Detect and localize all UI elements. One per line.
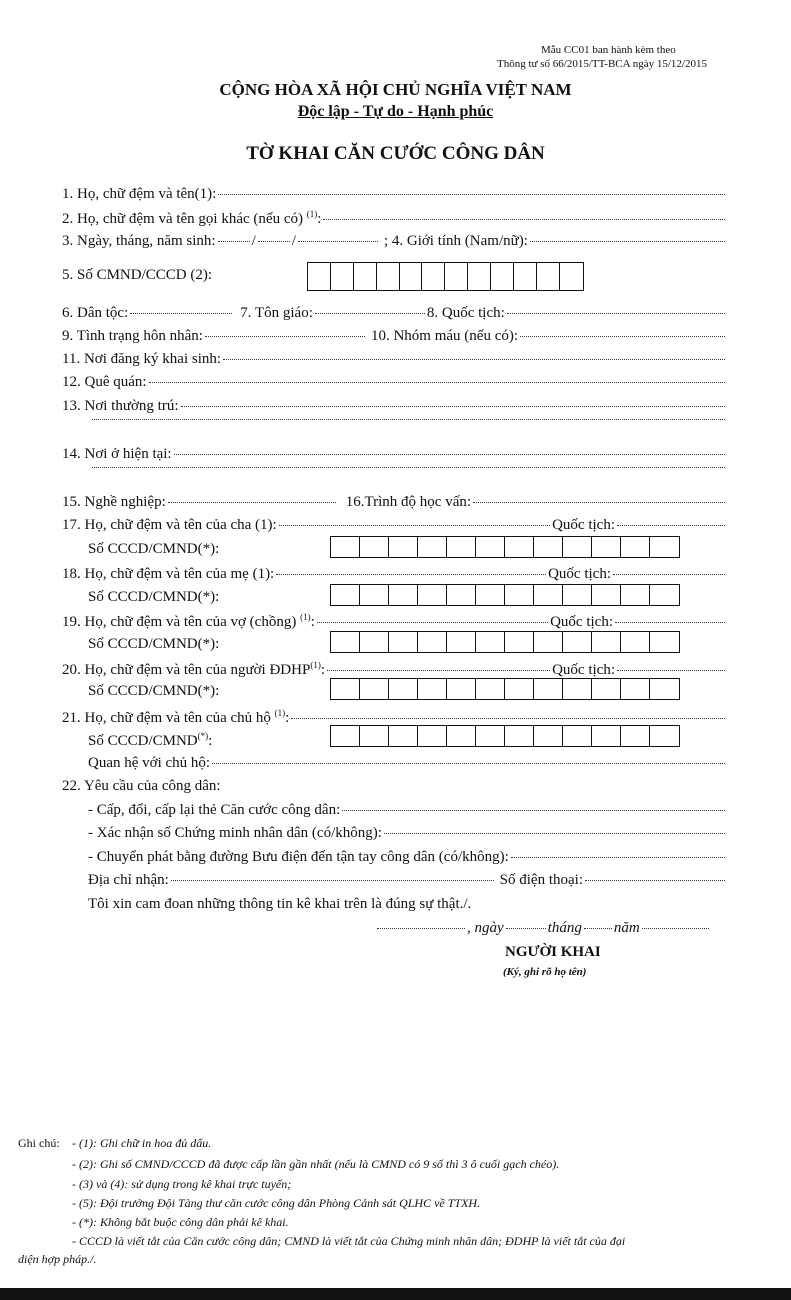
note-1: - (1): Ghi chữ in hoa đủ dấu. <box>72 1136 212 1150</box>
signature-date[interactable] <box>375 920 711 937</box>
signature-date-thang: tháng <box>547 920 582 936</box>
field-household-head-label: 21. Họ, chữ đệm và tên của chủ hộ $^{(1)}$: <box>62 708 290 726</box>
field-gender-label: ; 4. Giới tính (Nam/nữ): <box>383 233 528 249</box>
note-3: - (3) và (4): sử dụng trong kê khai trực tuyến; <box>72 1177 292 1191</box>
field-education-line[interactable] <box>473 502 725 503</box>
field-blood-label: 10. Nhóm máu (nếu có): <box>370 328 519 344</box>
field-mother[interactable] <box>62 566 727 583</box>
field-hometown[interactable] <box>62 374 727 391</box>
field-hometown-label: 12. Quê quán: <box>62 374 147 390</box>
field-request-issue-card-line[interactable] <box>342 810 725 811</box>
note-4: - (5): Đội trưởng Đội Tàng thư căn cước công dân Phòng Cảnh sát QLHC về TTXH. <box>72 1196 481 1210</box>
field-relation-line[interactable] <box>212 763 725 764</box>
continuation-line[interactable] <box>92 419 725 420</box>
circular-reference: Thông tư số 66/2015/TT-BCA ngày 15/12/2015 <box>497 58 707 70</box>
field-ethnicity-line[interactable] <box>130 313 232 314</box>
field-legal-representative-nationality-label: Quốc tịch: <box>552 662 615 678</box>
note-2: - (2): Ghi số CMND/CCCD đã được cấp lần gần nhất (nếu là CMND có 9 số thì 3 ô cuối gạch chéo). <box>72 1157 560 1171</box>
signer-note: (Ký, ghi rõ họ tên) <box>503 966 587 978</box>
field-full-name-line[interactable] <box>218 194 725 195</box>
field-request-confirm-id[interactable] <box>88 825 727 842</box>
spouse-id-boxes[interactable] <box>330 631 680 653</box>
field-mother-id-label: Số CCCD/CMND(*): <box>88 589 220 605</box>
signature-day-line[interactable] <box>506 928 546 929</box>
form-code: Mẫu CC01 ban hành kèm theo <box>541 44 676 56</box>
field-legal-representative-label: 20. Họ, chữ đệm và tên của người ĐDHP$^{(1)}$: <box>62 660 325 678</box>
legal-representative-id-boxes[interactable] <box>330 678 680 700</box>
field-birth-date-label: 3. Ngày, tháng, năm sinh: <box>62 233 216 249</box>
field-full-name[interactable] <box>62 186 727 203</box>
field-other-name-line[interactable] <box>323 219 725 220</box>
field-hometown-line[interactable] <box>149 382 725 383</box>
field-relation-to-head[interactable] <box>88 755 727 772</box>
household-head-id-boxes[interactable] <box>330 725 680 747</box>
field-other-name-label: 2. Họ, chữ đệm và tên gọi khác (nếu có) $^{(1)}$: <box>62 209 322 227</box>
field-phone-label: Số điện thoại: <box>499 872 583 888</box>
nation-heading: CỘNG HÒA XÃ HỘI CHỦ NGHĨA VIỆT NAM <box>219 80 572 99</box>
field-phone-line[interactable] <box>585 880 725 881</box>
field-marital-line[interactable] <box>205 336 365 337</box>
field-request-postal-delivery[interactable] <box>88 849 727 866</box>
field-birth-gender[interactable] <box>62 233 727 250</box>
birth-year-line[interactable] <box>298 241 378 242</box>
field-current-residence-line[interactable] <box>174 454 725 455</box>
field-blood-line[interactable] <box>520 336 725 337</box>
field-marital-label: 9. Tình trạng hôn nhân: <box>62 328 203 344</box>
field-spouse-name-line[interactable] <box>317 622 548 623</box>
field-legal-representative-id-label: Số CCCD/CMND(*): <box>88 683 220 699</box>
field-father-nationality-label: Quốc tịch: <box>552 517 615 533</box>
field-relation-label: Quan hệ với chủ hộ: <box>88 755 211 771</box>
field-request-confirm-id-line[interactable] <box>384 833 725 834</box>
field-father[interactable] <box>62 517 727 534</box>
field-spouse-nationality-label: Quốc tịch: <box>550 614 613 630</box>
field-delivery-address-phone[interactable] <box>88 872 727 889</box>
continuation-line[interactable] <box>92 467 725 468</box>
field-id-number-label: 5. Số CMND/CCCD (2): <box>62 267 213 283</box>
field-permanent-residence-line[interactable] <box>181 406 726 407</box>
field-request-postal-delivery-label: - Chuyển phát bằng đường Bưu điện đến tận tay công dân (có/không): <box>88 849 509 865</box>
field-current-residence-line2[interactable] <box>90 470 727 471</box>
field-request-confirm-id-label: - Xác nhận số Chứng minh nhân dân (có/không): <box>88 825 382 841</box>
field-full-name-label: 1. Họ, chữ đệm và tên(1): <box>62 186 217 202</box>
field-spouse-nationality-line[interactable] <box>615 622 725 623</box>
field-current-residence-label: 14. Nơi ở hiện tại: <box>62 446 172 462</box>
signer-title: NGƯỜI KHAI <box>505 944 601 960</box>
date-separator: / <box>291 233 296 249</box>
field-education-label: 16.Trình độ học vấn: <box>345 494 472 510</box>
field-father-nationality-line[interactable] <box>617 525 725 526</box>
scan-bottom-edge <box>0 1288 791 1300</box>
birth-month-line[interactable] <box>258 241 290 242</box>
field-nationality-label: 8. Quốc tịch: <box>426 305 505 321</box>
field-gender-line[interactable] <box>530 241 725 242</box>
field-household-head-id-label: Số CCCD/CMND(*): <box>88 731 213 749</box>
field-nationality-line[interactable] <box>507 313 725 314</box>
field-religion-line[interactable] <box>315 313 425 314</box>
signature-date-ngay: , ngày <box>467 920 504 936</box>
field-request-issue-card-label: - Cấp, đổi, cấp lại thẻ Căn cước công dân: <box>88 802 341 818</box>
field-mother-label: 18. Họ, chữ đệm và tên của mẹ (1): <box>62 566 275 582</box>
field-father-name-line[interactable] <box>279 525 550 526</box>
pledge-text: Tôi xin cam đoan những thông tin kê khai trên là đúng sự thật./. <box>88 896 472 912</box>
field-request-postal-delivery-line[interactable] <box>511 857 725 858</box>
form-title: TỜ KHAI CĂN CƯỚC CÔNG DÂN <box>246 143 545 164</box>
field-legal-representative-name-line[interactable] <box>327 670 550 671</box>
field-permanent-residence-line2[interactable] <box>90 422 727 423</box>
date-separator: / <box>251 233 256 249</box>
field-mother-name-line[interactable] <box>276 574 546 575</box>
field-request-issue-card[interactable] <box>88 802 727 819</box>
field-marital-blood[interactable] <box>62 328 727 345</box>
notes-label: Ghi chú: <box>18 1136 60 1150</box>
field-address-label: Địa chỉ nhận: <box>88 872 169 888</box>
signature-month-line[interactable] <box>584 928 612 929</box>
field-birth-registration-label: 11. Nơi đăng ký khai sinh: <box>62 351 222 367</box>
field-spouse[interactable] <box>62 612 727 631</box>
note-6-continued: diện hợp pháp./. <box>18 1252 97 1266</box>
signature-date-nam: năm <box>613 920 640 936</box>
field-religion-label: 7. Tôn giáo: <box>240 305 313 321</box>
field-occupation-line[interactable] <box>168 502 336 503</box>
note-5: - (*): Không bắt buộc công dân phải kê khai. <box>72 1215 289 1229</box>
field-permanent-residence-label: 13. Nơi thường trú: <box>62 398 179 414</box>
field-legal-representative-nationality-line[interactable] <box>617 670 725 671</box>
field-household-head-name-line[interactable] <box>291 718 725 719</box>
signature-year-line[interactable] <box>642 928 709 929</box>
field-ethnicity-label: 6. Dân tộc: <box>62 305 129 321</box>
field-birth-registration[interactable] <box>62 351 727 368</box>
field-legal-representative[interactable] <box>62 660 727 679</box>
signature-place-line[interactable] <box>377 928 465 929</box>
field-mother-nationality-label: Quốc tịch: <box>548 566 611 582</box>
field-current-residence[interactable] <box>62 446 727 463</box>
field-occupation-education[interactable] <box>62 494 727 511</box>
field-ethnicity-religion-nationality[interactable] <box>62 305 727 322</box>
id-number-boxes[interactable] <box>307 262 584 291</box>
father-id-boxes[interactable] <box>330 536 680 558</box>
field-other-name[interactable] <box>62 209 727 228</box>
field-requests-heading: 22. Yêu cầu của công dân: <box>62 778 221 794</box>
field-father-label: 17. Họ, chữ đệm và tên của cha (1): <box>62 517 277 533</box>
field-address-line[interactable] <box>171 880 494 881</box>
note-6: - CCCD là viết tắt của Căn cước công dân; CMND là viết tắt của Chứng minh nhân dân; ĐDHP là viết tắt của đại <box>72 1234 626 1248</box>
field-father-id-label: Số CCCD/CMND(*): <box>88 541 220 557</box>
field-occupation-label: 15. Nghề nghiệp: <box>62 494 166 510</box>
mother-id-boxes[interactable] <box>330 584 680 606</box>
motto: Độc lập - Tự do - Hạnh phúc <box>297 103 494 120</box>
field-spouse-id-label: Số CCCD/CMND(*): <box>88 636 220 652</box>
birth-day-line[interactable] <box>218 241 250 242</box>
field-spouse-label: 19. Họ, chữ đệm và tên của vợ (chồng) $^{(1)}$: <box>62 612 315 630</box>
field-mother-nationality-line[interactable] <box>613 574 725 575</box>
field-permanent-residence[interactable] <box>62 398 727 415</box>
field-birth-registration-line[interactable] <box>223 359 725 360</box>
